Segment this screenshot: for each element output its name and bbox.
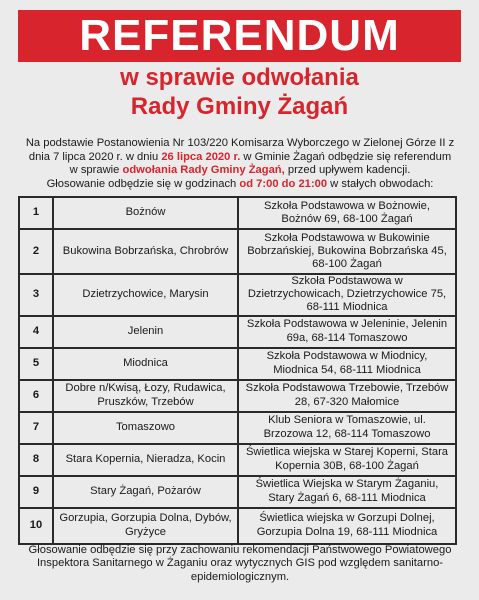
precinct-number: 8 [19,444,53,476]
intro-line-2-post: w Gminie Żagań odbędzie się referendum [240,150,452,163]
precinct-places: Gorzupia, Gorzupia Dolna, Dybów, Gryżyce [53,508,238,544]
precinct-number: 1 [19,197,53,229]
intro-paragraph [22,137,458,191]
subtitle-line-1: w sprawie odwołania [120,64,359,91]
intro-line-3-post: przed upływem kadencji. [284,164,411,177]
precinct-location: Klub Seniora w Tomaszowie, ul. Brzozowa 12, 68-114 Tomaszowo [238,412,456,444]
precinct-location: Szkoła Podstawowa w Jeleninie, Jelenin 69a, 68-114 Tomaszowo [238,316,456,348]
precinct-location: Świetlica wiejska w Gorzupi Dolnej, Gorzupia Dolna 19, 68-111 Miodnica [238,508,456,544]
table-row [19,476,456,508]
table-row [19,412,456,444]
table-row [19,380,456,412]
precinct-places: Dzietrzychowice, Marysin [53,274,238,316]
table-row [19,444,456,476]
table-row [19,197,456,229]
title-banner [18,10,461,62]
table-row [19,348,456,380]
intro-line-1: Na podstawie Postanowienia Nr 103/220 Komisarza Wyborczego w Zielonej Górze II z [25,137,455,149]
subtitle-line-2: Rady Gminy Żagań [130,93,349,120]
intro-line-4 [22,178,458,192]
voting-hours: od 7:00 do 21:00 [239,177,328,190]
intro-line-3-pre: w sprawie [69,164,123,177]
precinct-location: Szkoła Podstawowa Trzebowie, Trzebów 28, 67-320 Małomice [238,380,456,412]
precinct-number: 9 [19,476,53,508]
precinct-location: Świetlica Wiejska w Starym Żaganiu, Stary Żagań 6, 68-111 Miodnica [238,476,456,508]
table-row [19,274,456,316]
intro-line-4-post: w stałych obwodach: [327,177,434,190]
precinct-number: 4 [19,316,53,348]
precincts-table [18,196,457,545]
precinct-number: 2 [19,229,53,274]
precinct-number: 10 [19,508,53,544]
precinct-number: 5 [19,348,53,380]
referendum-subject: odwołania Rady Gminy Żagań, [122,164,285,177]
precinct-places: Bożnów [53,197,238,229]
precinct-number: 7 [19,412,53,444]
precinct-places: Tomaszowo [53,412,238,444]
table-row [19,316,456,348]
footer-note: Głosowanie odbędzie się przy zachowaniu rekomendacji Państwowego Powiatowego Inspektora Sanitarnego w Żaganiu oraz wytycznych GIS pod względem sanitarno-epidemiologicznym. [28,544,452,583]
table-row [19,508,456,544]
precinct-number: 3 [19,274,53,316]
intro-line-4-pre: Głosowanie odbędzie się w godzinach [46,177,240,190]
referendum-date: 26 lipca 2020 r. [161,150,241,163]
precinct-location: Szkoła Podstawowa w Bożnowie, Bożnów 69, 68-100 Żagań [238,197,456,229]
precinct-places: Dobre n/Kwisą, Łozy, Rudawica, Pruszków, Trzebów [53,380,238,412]
precinct-location: Szkoła Podstawowa w Miodnicy, Miodnica 54, 68-111 Miodnica [238,348,456,380]
precinct-number: 6 [19,380,53,412]
page-title: REFERENDUM [79,11,400,60]
precinct-places: Miodnica [53,348,238,380]
precinct-location: Świetlica wiejska w Starej Koperni, Stara Kopernia 30B, 68-100 Żagań [238,444,456,476]
intro-line-2 [22,151,458,165]
table-row [19,229,456,274]
intro-line-3 [22,164,458,178]
precinct-location: Szkoła Podstawowa w Dzietrzychowicach, Dzietrzychowice 75, 68-111 Miodnica [238,274,456,316]
precinct-places: Jelenin [53,316,238,348]
precinct-places: Stary Żagań, Pożarów [53,476,238,508]
intro-line-2-pre: dnia 7 lipca 2020 r. w dniu [28,150,162,163]
precinct-location: Szkoła Podstawowa w Bukowinie Bobrzańskiej, Bukowina Bobrzańska 45, 68-100 Żagań [238,229,456,274]
precinct-places: Bukowina Bobrzańska, Chrobrów [53,229,238,274]
precinct-places: Stara Kopernia, Nieradza, Kocin [53,444,238,476]
